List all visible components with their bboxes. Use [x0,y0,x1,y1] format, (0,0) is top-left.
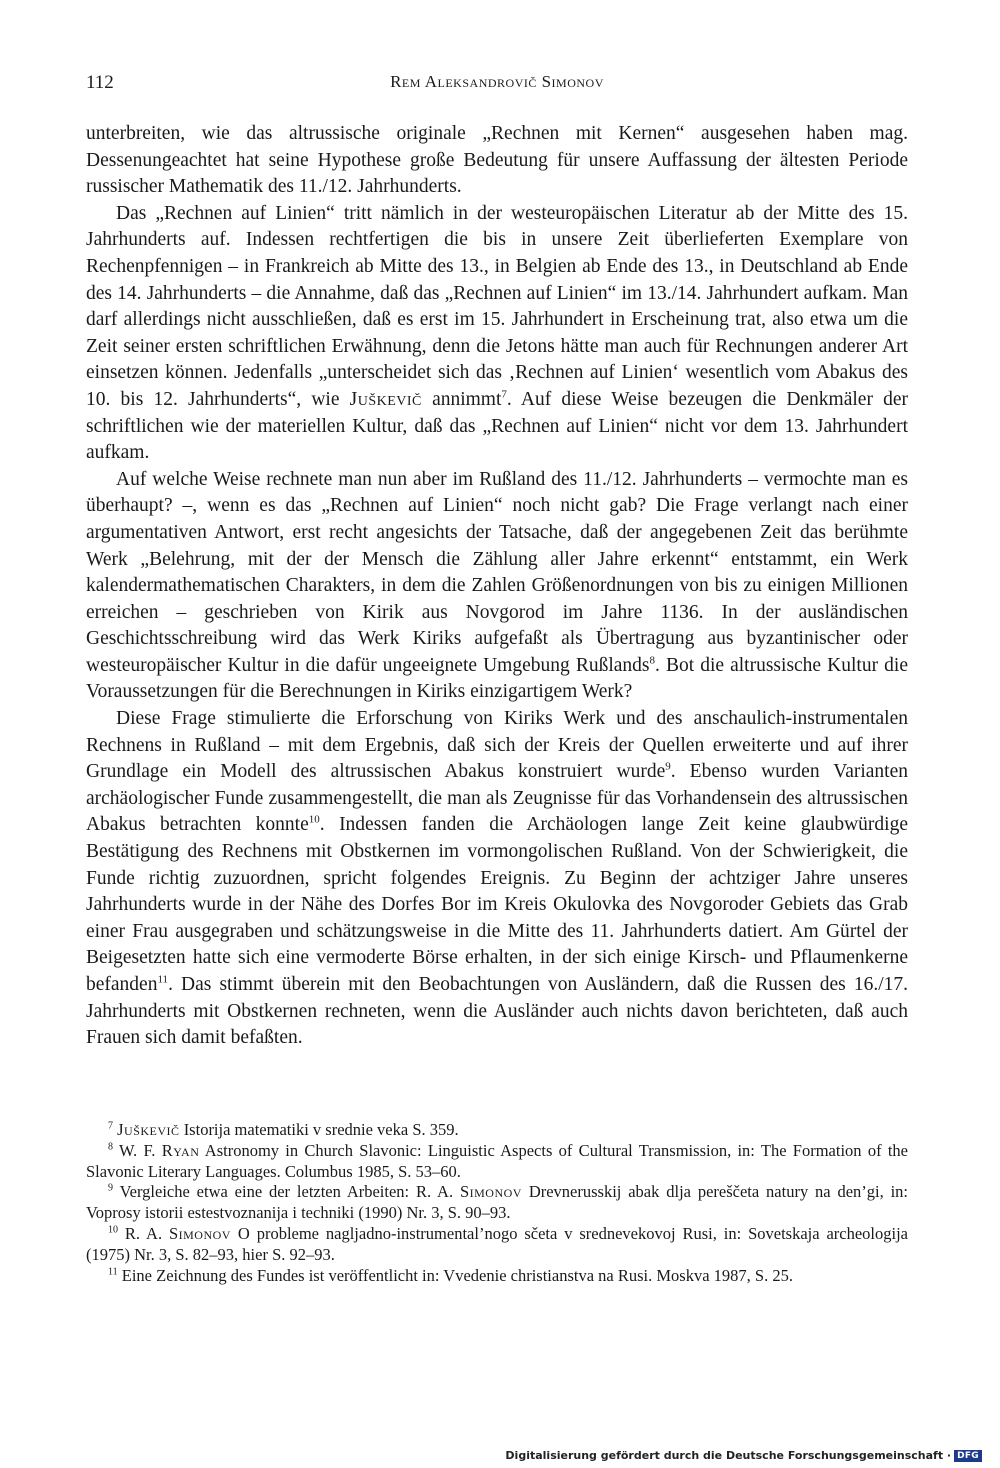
footnote-7: $^7$ Juškevič Istorija matematiki v srednie veka S. 359. [108,1120,459,1139]
footnote-ref-7: 7 [501,388,507,401]
digitization-footer [505,1449,982,1462]
page-header [86,72,908,100]
footnote-ref-10: 10 [308,813,320,826]
paragraph-3: Auf welche Weise rechnete man nun aber im Rußland des 11./12. Jahrhunderts – vermochte man es überhaupt? –, wenn es das „Rechnen auf Linien“ noch nicht gab? Die Frage verlangt nach einer argumentativen Antwort, erst recht angesichts der Tatsache, daß der angegebenen Zeit das berühmte Werk „Belehrung, mit der der Mensch die Zählung aller Jahre erkennt“ entstammt, ein Werk kalendermathematischen Charakters, in dem die Zahlen Größenordnungen von bis zu einigen Millionen erreichen – geschrieben von Kirik aus Novgorod im Jahre 1136. In der ausländischen Geschichtsschreibung wird das Werk Kiriks aufgefaßt als Übertragung aus byzantinischer oder westeuropäischer Kultur in die dafür ungeeignete Umgebung Rußlands$^8$. Bot die altrussische Kultur die Voraussetzungen für die Berechnungen in Kiriks einzigartigem Werk? [86,468,908,703]
running-head: Rem Aleksandrovič Simonov [390,72,604,91]
footnote-ref-8: 8 [649,654,655,667]
footnote-ref-11: 11 [157,973,169,986]
paragraph-1: unterbreiten, wie das altrussische originale „Rechnen mit Kernen“ ausgesehen haben mag. Dessenungeachtet hat seine Hypothese große Bedeutung für unsere Auffassung der ältesten Periode russischer Mathematik des 11./12. Jahrhunderts. [86,123,908,198]
paragraph-4: Diese Frage stimulierte die Erforschung von Kiriks Werk und des anschaulich-instrumentalen Rechnens in Rußland – mit dem Ergebnis, daß sich der Kreis der Quellen erweiterte und auf ihrer Grundlage ein Modell des altrussischen Abakus konstruiert wurde$^9$. Ebenso wurden Varianten archäologischer Funde zusammengestellt, die man als Zeugnisse für das Vorhandensein des altrussischen Abakus betrachten konnte$^{10}$. Indessen fanden die Archäologen lange Zeit keine glaubwürdige Bestätigung des Rechnens mit Obstkernen im vormongolischen Rußland. Von der Schwierigkeit, die Funde richtig zuzuordnen, spricht folgendes Ereignis. Zu Beginn der achtziger Jahre unseres Jahrhunderts wurde in der Nähe des Dorfes Bor im Kreis Okulovka des Novgoroder Gebiets das Grab einer Frau ausgegraben und schätzungsweise in die Mitte des 11. Jahrhunderts datiert. Am Gürtel der Beigesetzten hatte sich eine vermoderte Börse erhalten, in der sich einige Kirsch- und Pflaumenkerne befanden$^{11}$. Das stimmt überein mit den Beobachtungen von Ausländern, daß die Russen des 16./17. Jahrhunderts mit Obstkernen rechneten, wenn die Ausländer auch nichts davon berichteten, daß auch Frauen sich damit befaßten. [86,708,908,1049]
author-name: Juškevič [349,388,422,410]
body-text [86,121,908,1052]
page-number: 112 [86,72,114,93]
footnote-ref-9: 9 [665,760,671,773]
footnote-8: $^8$ W. F. Ryan Astronomy in Church Slavonic: Linguistic Aspects of Cultural Transmission, in: The Formation of the Slavonic Literary Languages. Columbus 1985, S. 53–60. [86,1140,909,1181]
paragraph-2: Das „Rechnen auf Linien“ tritt nämlich in der westeuropäischen Literatur ab der Mitte des 15. Jahrhunderts auf. Indessen rechtfertigen die bis in unsere Zeit überlieferten Exemplare von Rechenpfennigen – in Frankreich ab Mitte des 13., in Belgien ab Ende des 13., in Deutschland ab Ende des 14. Jahrhunderts – die Annahme, daß das „Rechnen auf Linien“ im 13./14. Jahrhundert aufkam. Man darf allerdings nicht ausschließen, daß es erst im 15. Jahrhundert in Erscheinung trat, also etwa um die Zeit seiner ersten schriftlichen Erwähnung, denn die Jetons hätte man auch für Rechnungen anderer Art einsetzen können. Jedenfalls „unterscheidet sich das ‚Rechnen auf Linien‘ wesentlich vom Abakus des 10. bis 12. Jahrhunderts“, wie Juškevič annimmt$^7$. Auf diese Weise bezeugen die Denkmäler der schriftlichen wie der materiellen Kultur, daß das „Rechnen auf Linien“ nicht vor dem 13. Jahrhundert aufkam. [86,202,909,464]
footnote-10: $^{10}$ R. A. Simonov O probleme nagljadno-instrumental’nogo sčeta v srednevekovoj Rusi, in: Sovetskaja archeologija (1975) Nr. 3, S. 82–93, hier S. 92–93. [86,1223,909,1264]
footnote-9: $^9$ Vergleiche etwa eine der letzten Arbeiten: R. A. Simonov Drevnerusskij abak dlja pereščeta natury na den’gi, in: Voprosy istorii estestvoznanija i techniki (1990) Nr. 3, S. 90–93. [86,1182,909,1223]
dfg-logo: DFG [954,1450,982,1462]
footnote-11: $^{11}$ Eine Zeichnung des Fundes ist veröffentlicht in: Vvedenie christianstva na Rusi. Moskva 1987, S. 25. [108,1265,793,1285]
footer-text: Digitalisierung gefördert durch die Deutsche Forschungsgemeinschaft · [505,1449,952,1462]
footnotes [86,1120,908,1286]
